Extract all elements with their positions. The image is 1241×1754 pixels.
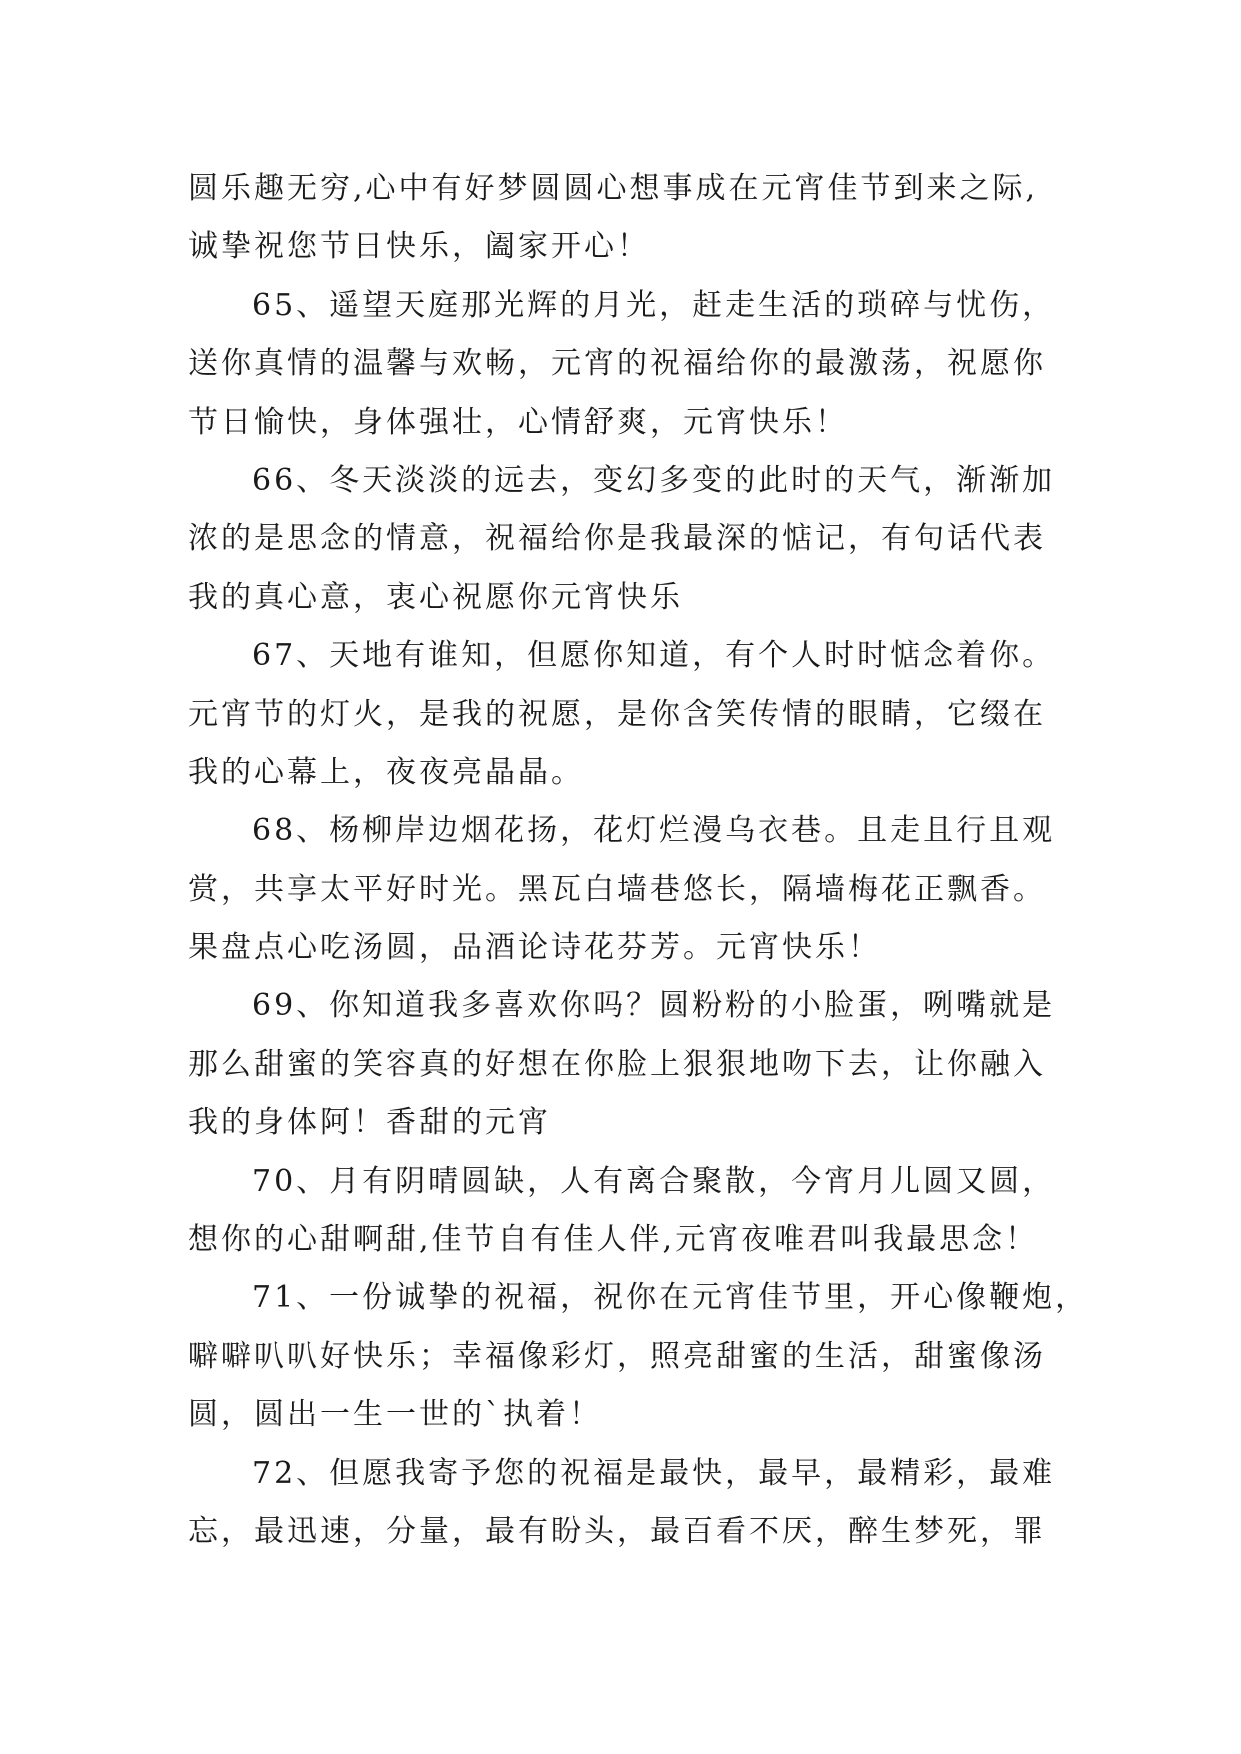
- text-line: 浓的是思念的情意，祝福给你是我最深的惦记，有句话代表: [188, 521, 1046, 557]
- text-line: 忘，最迅速，分量，最有盼头，最百看不厌，醉生梦死，罪: [188, 1513, 1046, 1549]
- text-line: 噼噼叭叭好快乐；幸福像彩灯，照亮甜蜜的生活，甜蜜像汤: [188, 1338, 1046, 1374]
- text-line: 67、天地有谁知，但愿你知道，有个人时时惦念着你。: [252, 638, 1056, 674]
- text-line: 送你真情的温馨与欢畅，元宵的祝福给你的最激荡，祝愿你: [188, 346, 1046, 382]
- text-line: 圆乐趣无穷,心中有好梦圆圆心想事成在元宵佳节到来之际,: [188, 171, 1039, 206]
- text-line: 诚挚祝您节日快乐，阖家开心！: [188, 229, 650, 265]
- text-line: 71、一份诚挚的祝福，祝你在元宵佳节里，开心像鞭炮，: [252, 1280, 1089, 1316]
- paragraph: [188, 1269, 1088, 1444]
- text-line: 果盘点心吃汤圆，品酒论诗花芬芳。元宵快乐！: [188, 930, 881, 966]
- text-line: 69、你知道我多喜欢你吗？圆粉粉的小脸蛋，咧嘴就是: [252, 988, 1056, 1024]
- paragraph: [188, 452, 1088, 627]
- paragraph: [188, 277, 1088, 452]
- text-line: 65、遥望天庭那光辉的月光，赶走生活的琐碎与忧伤，: [252, 287, 1056, 323]
- paragraph: [188, 1153, 1088, 1270]
- text-line: 那么甜蜜的笑容真的好想在你脸上狠狠地吻下去，让你融入: [188, 1046, 1046, 1082]
- text-line: 圆，圆出一生一世的`执着！: [188, 1397, 602, 1433]
- text-line: 我的身体阿！香甜的元宵: [188, 1105, 551, 1141]
- text-line: 70、月有阴晴圆缺，人有离合聚散，今宵月儿圆又圆，: [252, 1163, 1056, 1199]
- paragraph: [188, 802, 1088, 977]
- text-line: 我的真心意，衷心祝愿你元宵快乐: [188, 579, 683, 615]
- paragraph: [188, 1445, 1088, 1562]
- text-line: 想你的心甜啊甜,佳节自有佳人伴,元宵夜唯君叫我最思念！: [188, 1222, 1039, 1258]
- text-line: 68、杨柳岸边烟花扬，花灯烂漫乌衣巷。且走且行且观: [252, 813, 1056, 849]
- paragraph: [188, 627, 1088, 802]
- paragraph: [188, 977, 1088, 1152]
- text-line: 72、但愿我寄予您的祝福是最快，最早，最精彩，最难: [252, 1455, 1056, 1491]
- paragraph: [188, 160, 1088, 277]
- text-line: 赏，共享太平好时光。黑瓦白墙巷悠长，隔墙梅花正飘香。: [188, 871, 1046, 907]
- text-line: 我的心幕上，夜夜亮晶晶。: [188, 754, 584, 790]
- document-body: [188, 160, 1088, 1561]
- text-line: 节日愉快，身体强壮，心情舒爽，元宵快乐！: [188, 404, 848, 440]
- text-line: 元宵节的灯火，是我的祝愿，是你含笑传情的眼睛，它缀在: [188, 696, 1046, 732]
- text-line: 66、冬天淡淡的远去，变幻多变的此时的天气，渐渐加: [252, 462, 1056, 498]
